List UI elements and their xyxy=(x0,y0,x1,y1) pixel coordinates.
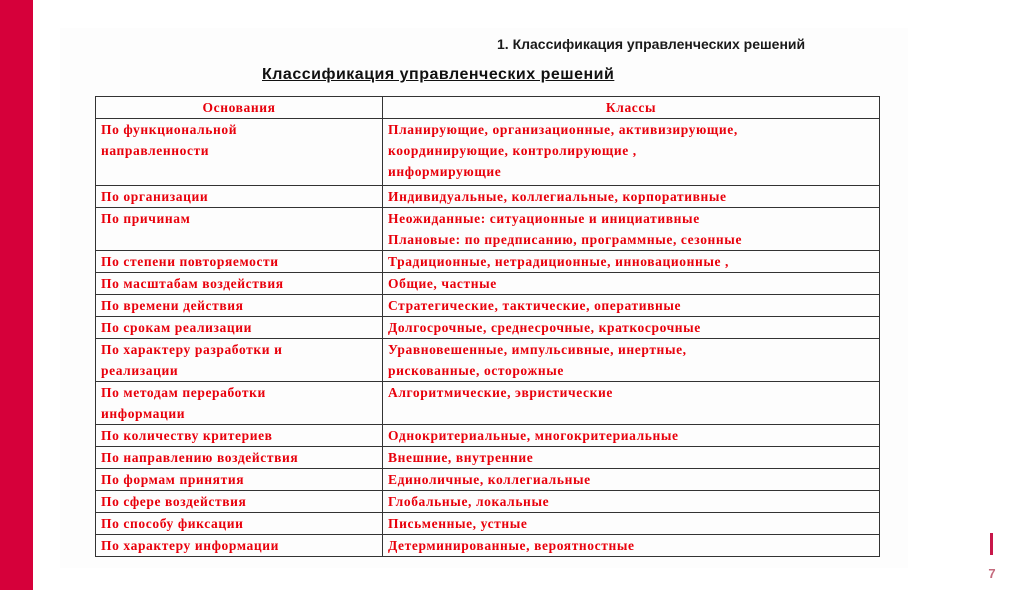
classification-table xyxy=(95,96,880,557)
classes-line: Однокритериальные, многокритериальные xyxy=(388,428,679,443)
cell-basis xyxy=(96,295,383,317)
classes-line: Традиционные, нетрадиционные, инновационные , xyxy=(388,254,730,269)
table-body xyxy=(96,119,880,557)
classes-line: Планирующие, организационные, активизирующие, xyxy=(388,122,738,137)
basis-line: По масштабам воздействия xyxy=(101,276,284,291)
cell-classes xyxy=(383,469,880,491)
cell-classes xyxy=(383,273,880,295)
basis-line: По характеру информации xyxy=(101,538,280,553)
table-row xyxy=(96,491,880,513)
cell-classes xyxy=(383,535,880,557)
table-row xyxy=(96,186,880,208)
classes-line: Индивидуальные, коллегиальные, корпоративные xyxy=(388,189,727,204)
column-header-basis: Основания xyxy=(96,97,383,119)
cell-classes xyxy=(383,208,880,251)
cell-basis xyxy=(96,425,383,447)
table-row xyxy=(96,535,880,557)
basis-line: По количеству критериев xyxy=(101,428,273,443)
cell-basis xyxy=(96,186,383,208)
basis-line: По направлению воздействия xyxy=(101,450,299,465)
table-row xyxy=(96,447,880,469)
basis-line: По степени повторяемости xyxy=(101,254,279,269)
basis-line: По времени действия xyxy=(101,298,244,313)
cell-classes xyxy=(383,317,880,339)
cell-classes xyxy=(383,339,880,382)
basis-line: По способу фиксации xyxy=(101,516,244,531)
basis-line: По формам принятия xyxy=(101,472,245,487)
table-header-row xyxy=(96,97,880,119)
classes-line: рискованные, осторожные xyxy=(388,363,564,378)
table-row xyxy=(96,339,880,382)
basis-line: По характеру разработки и xyxy=(101,342,283,357)
cell-basis xyxy=(96,513,383,535)
table-row xyxy=(96,119,880,186)
basis-line: направленности xyxy=(101,143,210,158)
table-row xyxy=(96,425,880,447)
basis-line: По сфере воздействия xyxy=(101,494,247,509)
table-row xyxy=(96,208,880,251)
section-title: 1. Классификация управленческих решений xyxy=(497,36,806,52)
cell-classes xyxy=(383,425,880,447)
cell-basis xyxy=(96,447,383,469)
classes-line: Долгосрочные, среднесрочные, краткосрочные xyxy=(388,320,701,335)
cell-basis xyxy=(96,119,383,186)
cell-basis xyxy=(96,469,383,491)
cell-classes xyxy=(383,382,880,425)
page-number: 7 xyxy=(988,566,996,581)
basis-line: По методам переработки xyxy=(101,385,266,400)
table-row xyxy=(96,273,880,295)
cell-basis xyxy=(96,491,383,513)
column-header-classes: Классы xyxy=(383,97,880,119)
basis-line: реализации xyxy=(101,363,179,378)
cell-basis xyxy=(96,251,383,273)
table-row xyxy=(96,251,880,273)
classes-line: Стратегические, тактические, оперативные xyxy=(388,298,682,313)
classes-line: Плановые: по предписанию, программные, сезонные xyxy=(388,232,743,247)
table-row xyxy=(96,317,880,339)
cell-basis xyxy=(96,382,383,425)
cell-basis xyxy=(96,273,383,295)
table-row xyxy=(96,513,880,535)
cell-classes xyxy=(383,447,880,469)
cell-basis xyxy=(96,339,383,382)
cell-classes xyxy=(383,295,880,317)
cell-basis xyxy=(96,208,383,251)
basis-line: По срокам реализации xyxy=(101,320,253,335)
classes-line: Общие, частные xyxy=(388,276,497,291)
basis-line: По функциональной xyxy=(101,122,238,137)
classes-line: координирующие, контролирующие , xyxy=(388,143,637,158)
table-title: Классификация управленческих решений xyxy=(262,66,615,83)
classes-line: Единоличные, коллегиальные xyxy=(388,472,591,487)
classes-line: информирующие xyxy=(388,164,502,179)
basis-line: По причинам xyxy=(101,211,191,226)
basis-line: По организации xyxy=(101,189,209,204)
page-marker xyxy=(990,533,993,555)
accent-sidebar xyxy=(0,0,33,590)
cell-classes xyxy=(383,491,880,513)
classes-line: Внешние, внутренние xyxy=(388,450,534,465)
cell-classes xyxy=(383,119,880,186)
classes-line: Детерминированные, вероятностные xyxy=(388,538,635,553)
table-row xyxy=(96,295,880,317)
table-row xyxy=(96,469,880,491)
cell-classes xyxy=(383,513,880,535)
basis-line: информации xyxy=(101,406,186,421)
cell-classes xyxy=(383,186,880,208)
cell-basis xyxy=(96,535,383,557)
classes-line: Письменные, устные xyxy=(388,516,528,531)
classes-line: Неожиданные: ситуационные и инициативные xyxy=(388,211,700,226)
cell-basis xyxy=(96,317,383,339)
cell-classes xyxy=(383,251,880,273)
classes-line: Уравновешенные, импульсивные, инертные, xyxy=(388,342,687,357)
classes-line: Глобальные, локальные xyxy=(388,494,550,509)
classes-line: Алгоритмические, эвристические xyxy=(388,385,613,400)
table-row xyxy=(96,382,880,425)
